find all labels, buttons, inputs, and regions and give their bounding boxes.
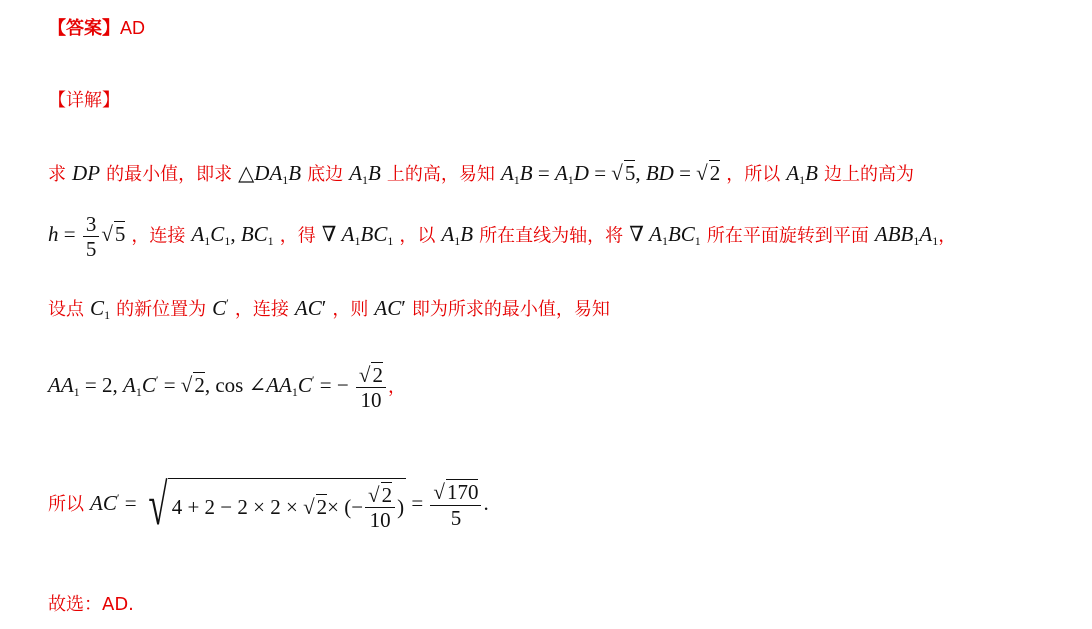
explanation-line-4 bbox=[48, 363, 406, 412]
text-segment: ， bbox=[387, 376, 406, 398]
text-segment: ，则 bbox=[332, 299, 369, 320]
text-segment: 求 bbox=[48, 164, 66, 185]
math-a1b-3: $A_1B$ bbox=[441, 222, 474, 249]
math-dp: DP bbox=[72, 161, 101, 185]
math-ac-prime: AC′ bbox=[294, 296, 327, 320]
math-final-result: AC′ = √ 4 + 2 − 2 × 2 × √ 2 × (− $\frac{√2}{10}$ ) = $\frac{√170}{5}$ . bbox=[90, 472, 489, 537]
text-segment: ，以 bbox=[399, 225, 436, 247]
math-a1c1-bc1: $A_1C_1$, $BC_1$ bbox=[191, 222, 274, 249]
math-a1b: $A_1B$ bbox=[349, 161, 381, 187]
text-segment: ，得 bbox=[279, 225, 316, 247]
math-a1b-2: $A_1B$ bbox=[786, 161, 818, 187]
detail-heading bbox=[48, 89, 120, 112]
conclusion-text: 故选：AD. bbox=[48, 594, 134, 615]
text-segment: ， bbox=[938, 225, 957, 247]
math-triangle-a1bc1-2: ∇ $A_1BC_1$ bbox=[629, 222, 701, 249]
text-segment: 的新位置为 bbox=[116, 299, 207, 320]
text-segment: ，连接 bbox=[131, 225, 186, 247]
text-segment: 即为所求的最小值，易知 bbox=[411, 299, 610, 320]
math-known-values: $AA_1 = 2$, $A_1C' = √2$, $\cos \angle AA_1C'$ = − $\frac{√2}{10}$ bbox=[48, 373, 388, 397]
explanation-line-3 bbox=[48, 296, 610, 322]
math-c1: $C_1$ bbox=[90, 296, 111, 322]
answer-line bbox=[48, 17, 145, 40]
math-ac-prime-2: AC′ bbox=[374, 296, 406, 320]
text-segment: 的最小值，即求 bbox=[106, 164, 233, 185]
math-triangle-a1bc1: ∇ $A_1BC_1$ bbox=[321, 222, 394, 249]
explanation-line-1 bbox=[48, 161, 914, 187]
text-segment: 边上的高为 bbox=[824, 164, 915, 185]
math-triangle-da1b: $\triangle DA_1B$ bbox=[238, 161, 302, 187]
text-segment: ，所以 bbox=[726, 164, 781, 185]
text-segment: 设点 bbox=[48, 299, 84, 320]
text-segment: 所以 bbox=[48, 493, 84, 515]
detail-label: 【详解】 bbox=[48, 90, 120, 111]
math-lengths: $A_1B = A_1D = √5$, BD = √2 bbox=[500, 161, 721, 187]
explanation-line-2 bbox=[48, 212, 956, 261]
text-segment: 上的高，易知 bbox=[386, 164, 495, 185]
answer-label: 【答案】 bbox=[48, 18, 120, 39]
conclusion-line bbox=[48, 593, 134, 616]
answer-value: AD bbox=[120, 18, 146, 38]
math-height: h = $\frac{3}{5}$ √5 bbox=[48, 212, 126, 262]
math-plane-abb1a1: $ABB_1A_1$ bbox=[874, 222, 939, 249]
text-segment: 底边 bbox=[307, 164, 344, 185]
text-segment: 所在平面旋转到平面 bbox=[706, 225, 869, 247]
text-segment: ，连接 bbox=[234, 299, 289, 320]
math-c-prime: C′ bbox=[212, 296, 229, 320]
text-segment: 所在直线为轴，将 bbox=[479, 225, 624, 247]
explanation-line-5 bbox=[48, 472, 489, 537]
